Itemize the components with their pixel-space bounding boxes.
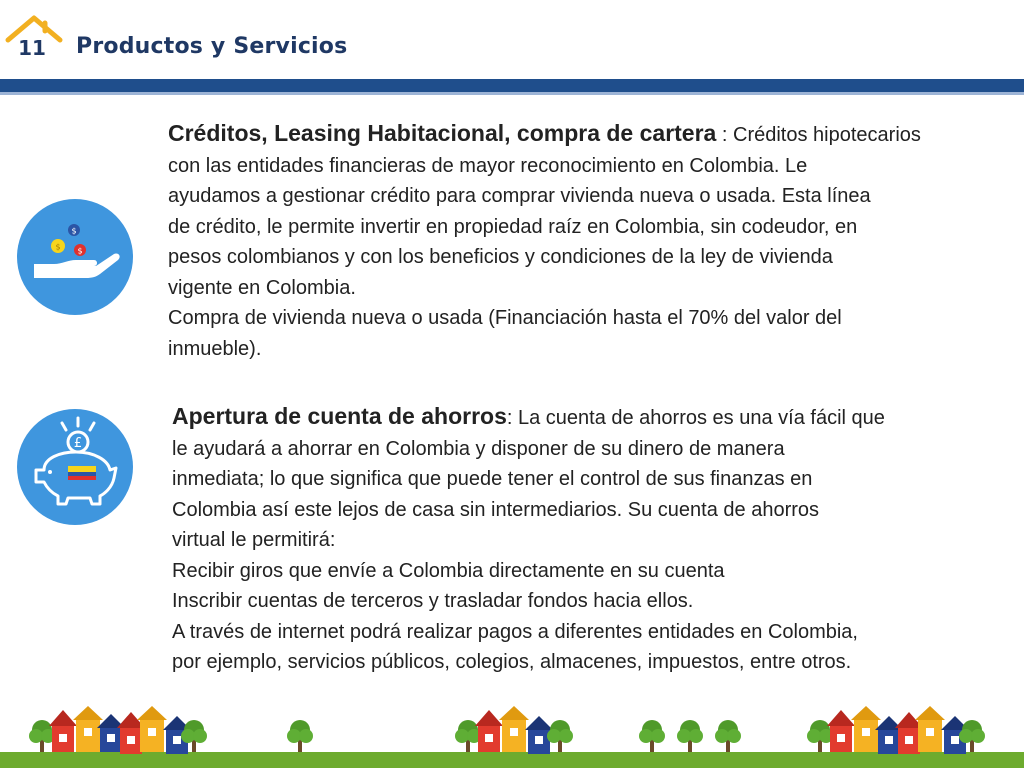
savings-line: inmediata; lo que significa que puede tener el control de sus finanzas en — [172, 468, 813, 490]
savings-line: Recibir giros que envíe a Colombia directamente en su cuenta — [172, 559, 725, 582]
houses-decoration — [0, 700, 1024, 760]
credit-line: con las entidades financieras de mayor reconocimiento en Colombia. Le — [168, 154, 808, 177]
page-number: 11 — [18, 36, 46, 60]
savings-heading: Apertura de cuenta de ahorros — [172, 403, 507, 429]
header-divider — [0, 79, 1024, 92]
savings-line: virtual le permitirá: — [172, 529, 336, 551]
svg-text:£: £ — [73, 436, 83, 451]
savings-line: Inscribir cuentas de terceros y trasladar fondos hacia ellos. — [172, 590, 694, 612]
savings-section — [172, 401, 992, 678]
savings-line: le ayudará a ahorrar en Colombia y disponer de su dinero de manera — [172, 437, 785, 460]
savings-line: por ejemplo, servicios públicos, colegios, almacenes, impuestos, entre otros. — [172, 651, 852, 673]
svg-text:$: $ — [71, 226, 77, 236]
svg-text:$: $ — [55, 242, 61, 252]
credit-line: : Créditos hipotecarios — [716, 124, 921, 146]
credit-section — [168, 118, 998, 364]
slide-header — [0, 0, 1024, 78]
credit-line: inmueble). — [168, 337, 262, 360]
credit-line: pesos colombianos y con los beneficios y condiciones de la ley de vivienda — [168, 246, 833, 268]
hand-coins-icon — [16, 198, 134, 316]
savings-line: A través de internet podrá realizar pagos a diferentes entidades en Colombia, — [172, 620, 858, 643]
savings-line: Colombia así este lejos de casa sin intermediarios. Su cuenta de ahorros — [172, 498, 820, 521]
page-title: Productos y Servicios — [76, 34, 348, 59]
piggy-bank-icon — [16, 408, 134, 526]
savings-line: : La cuenta de ahorros es una vía fácil que — [506, 407, 885, 429]
header-divider-shadow — [0, 92, 1024, 95]
credit-line: Compra de vivienda nueva o usada (Financiación hasta el 70% del valor del — [168, 307, 842, 329]
credit-heading: Créditos, Leasing Habitacional, compra de cartera — [168, 120, 717, 146]
credit-line: de crédito, le permite invertir en propiedad raíz en Colombia, sin codeudor, en — [168, 215, 858, 238]
credit-line: vigente en Colombia. — [168, 276, 356, 299]
svg-text:$: $ — [77, 246, 83, 256]
credit-line: ayudamos a gestionar crédito para comprar vivienda nueva o usada. Esta línea — [168, 185, 871, 207]
